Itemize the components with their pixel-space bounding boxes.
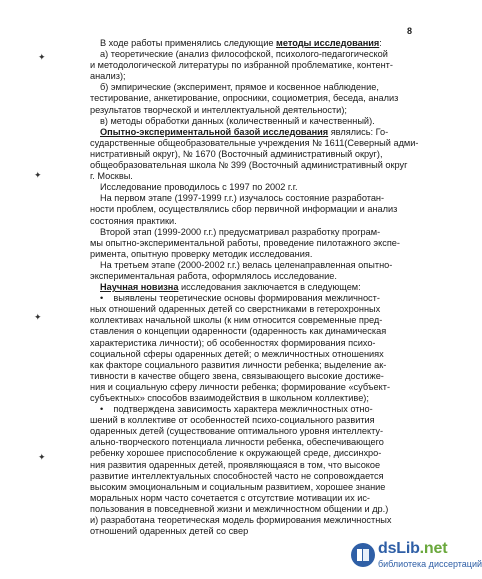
text-line xyxy=(90,137,419,149)
text-line xyxy=(90,238,412,249)
watermark-brand xyxy=(378,540,447,558)
text-segment: нистративный округ), № 1670 (Восточный административный округ), xyxy=(90,148,383,159)
text-segment: высоким эмоциональным и социальным развитием, хорошее знание xyxy=(90,481,386,492)
text-segment: и) разработана теоретическая модель формирования межличностных xyxy=(90,515,392,526)
text-line xyxy=(90,304,412,315)
text-line xyxy=(90,216,412,227)
text-line xyxy=(90,504,412,515)
emphasized-text: Научная новизна xyxy=(100,282,179,293)
text-segment: шений в коллективе от особенностей психо-социального развития xyxy=(90,415,375,426)
text-line xyxy=(90,315,412,326)
margin-mark: ✦ xyxy=(34,312,42,322)
text-segment: • подтверждена зависимость характера межличностных отно- xyxy=(100,404,373,415)
text-line xyxy=(90,38,412,49)
text-line xyxy=(90,227,412,238)
text-line xyxy=(90,515,412,526)
text-segment: мы опытно-экспериментальной работы, проведение пилотажного экспе- xyxy=(90,237,400,248)
text-segment: : xyxy=(379,38,382,48)
text-line xyxy=(90,482,412,493)
text-line xyxy=(90,326,412,337)
text-segment: субъектных» способов взаимодействия в школьном коллективе); xyxy=(90,393,369,403)
text-segment: На первом этапе (1997-1999 г.г.) изучалось состояние разработан- xyxy=(100,193,385,204)
text-line xyxy=(90,360,412,371)
text-segment: в) методы обработки данных (количественный и качественный). xyxy=(100,115,375,126)
text-line xyxy=(90,260,412,271)
text-line xyxy=(90,71,412,82)
text-segment: тестирование, анкетирование, опросники, социометрия, беседа, анализ xyxy=(90,93,399,104)
text-segment: В ходе работы применялись следующие xyxy=(100,38,277,48)
text-line xyxy=(90,249,412,260)
text-segment: ния и социальную сферу личности ребенка; формирование «субъект- xyxy=(90,381,391,392)
text-segment: На третьем этапе (2000-2002 г.г.) велась целенаправленная опытно- xyxy=(100,259,393,270)
text-segment: • выявлены теоретические основы формирования межличност- xyxy=(100,293,380,304)
text-segment: ребенку хорошее приспособление к окружающей среде, диссинхро- xyxy=(90,448,382,459)
text-segment: общеобразовательная школа № 399 (Восточный административный округ xyxy=(90,160,408,171)
text-line xyxy=(90,437,412,448)
text-segment: ных отношений одаренных детей со сверстниками в гетерохронных xyxy=(90,304,381,315)
text-segment: а) теоретические (анализ философской, психолого-педагогической xyxy=(100,49,388,60)
text-line xyxy=(90,82,412,93)
text-line xyxy=(90,149,412,160)
text-line xyxy=(90,371,412,382)
text-line xyxy=(90,160,412,171)
text-segment: исследования заключается в следующем: xyxy=(178,282,361,293)
text-line xyxy=(90,116,412,127)
text-segment: Исследование проводилось с 1997 по 2002 г.г. xyxy=(100,182,298,193)
text-segment: развитие интеллектуальных способностей часто не сопровождается xyxy=(90,470,384,481)
text-line xyxy=(90,282,412,293)
text-segment: состояния практики. xyxy=(90,215,177,226)
text-segment: социальной сферы одаренных детей; о межличностных отношениях xyxy=(90,348,384,359)
text-segment: экспериментальная работа, оформлялось исследование. xyxy=(90,270,337,281)
text-segment: коллективах начальной школы (к ним относится современные пред- xyxy=(90,315,383,326)
text-segment: являлись: Го- xyxy=(328,126,389,137)
text-segment: ния развития одаренных детей, проявляющаяся в том, что высокое xyxy=(90,459,381,470)
text-line xyxy=(90,182,412,193)
text-segment: анализ); xyxy=(90,71,126,82)
text-line xyxy=(90,271,412,282)
text-line xyxy=(90,493,412,504)
watermark-brand-main: dsLib xyxy=(378,540,420,557)
watermark-subtitle: библиотека диссертаций xyxy=(378,559,482,569)
text-segment: характеристика личности); об особенностях формирования психо- xyxy=(90,337,376,348)
text-line xyxy=(90,404,412,415)
text-segment: одаренных детей (существование оптимального уровня интеллекту- xyxy=(90,426,384,437)
text-line xyxy=(90,448,412,459)
text-line xyxy=(90,60,412,71)
margin-mark: ✦ xyxy=(38,452,46,462)
text-line xyxy=(90,193,412,204)
text-line xyxy=(90,382,412,393)
text-segment: сударственные общеобразовательные учреждения № 1611(Северный адми- xyxy=(90,137,419,148)
watermark-brand-accent: .net xyxy=(419,540,448,557)
margin-mark: ✦ xyxy=(34,170,42,180)
emphasized-text: Опытно-экспериментальной базой исследования xyxy=(100,126,329,137)
text-line xyxy=(90,105,412,116)
text-segment: б) эмпирические (эксперимент, прямое и косвенное наблюдение, xyxy=(100,82,379,93)
text-segment: Второй этап (1999-2000 г.г.) предусматривал разработку програм- xyxy=(100,226,381,237)
document-body xyxy=(90,38,419,537)
text-line xyxy=(90,426,412,437)
text-line xyxy=(90,93,412,104)
text-segment: ставления о концепции одаренности (одаренность как динамическая xyxy=(90,326,387,337)
page-number: 8 xyxy=(407,26,413,36)
text-segment: ально-творческого потенциала личности ребенка, обеспечивающего xyxy=(90,437,384,448)
margin-mark: ✦ xyxy=(38,52,46,62)
text-segment: моральных норм часто сочетается с отсутствие мотивации их ис- xyxy=(90,492,370,503)
text-line xyxy=(90,204,412,215)
text-line xyxy=(90,393,412,404)
text-segment: г. Москвы. xyxy=(90,171,133,182)
text-line xyxy=(90,171,412,182)
text-segment: и методологической литературы по избранной проблематике, контент- xyxy=(90,60,393,71)
text-line xyxy=(90,293,412,304)
text-line xyxy=(90,127,412,138)
text-line xyxy=(90,338,412,349)
dslib-watermark[interactable] xyxy=(350,536,482,574)
text-line xyxy=(90,471,412,482)
text-segment: результатов творческой и интеллектуальной деятельности); xyxy=(90,104,347,115)
text-segment: тивности в качестве общего звена, связывающего высокие достиже- xyxy=(90,370,384,381)
text-line xyxy=(90,349,412,360)
dslib-logo-icon xyxy=(350,542,376,568)
text-segment: ности проблем, осуществлялись сбор первичной информации и анализ xyxy=(90,204,398,215)
emphasized-text: методы исследования xyxy=(276,38,380,48)
text-segment: пользования в повседневной жизни и межличностном общении и др.) xyxy=(90,503,389,514)
text-segment: отношений одаренных детей со свер xyxy=(90,526,249,537)
text-line xyxy=(90,49,412,60)
text-segment: римента, опытную проверку методик исследования. xyxy=(90,248,313,259)
text-segment: как факторе социального развития личности ребенка; выделение ак- xyxy=(90,359,387,370)
text-line xyxy=(90,415,412,426)
text-line xyxy=(90,460,412,471)
